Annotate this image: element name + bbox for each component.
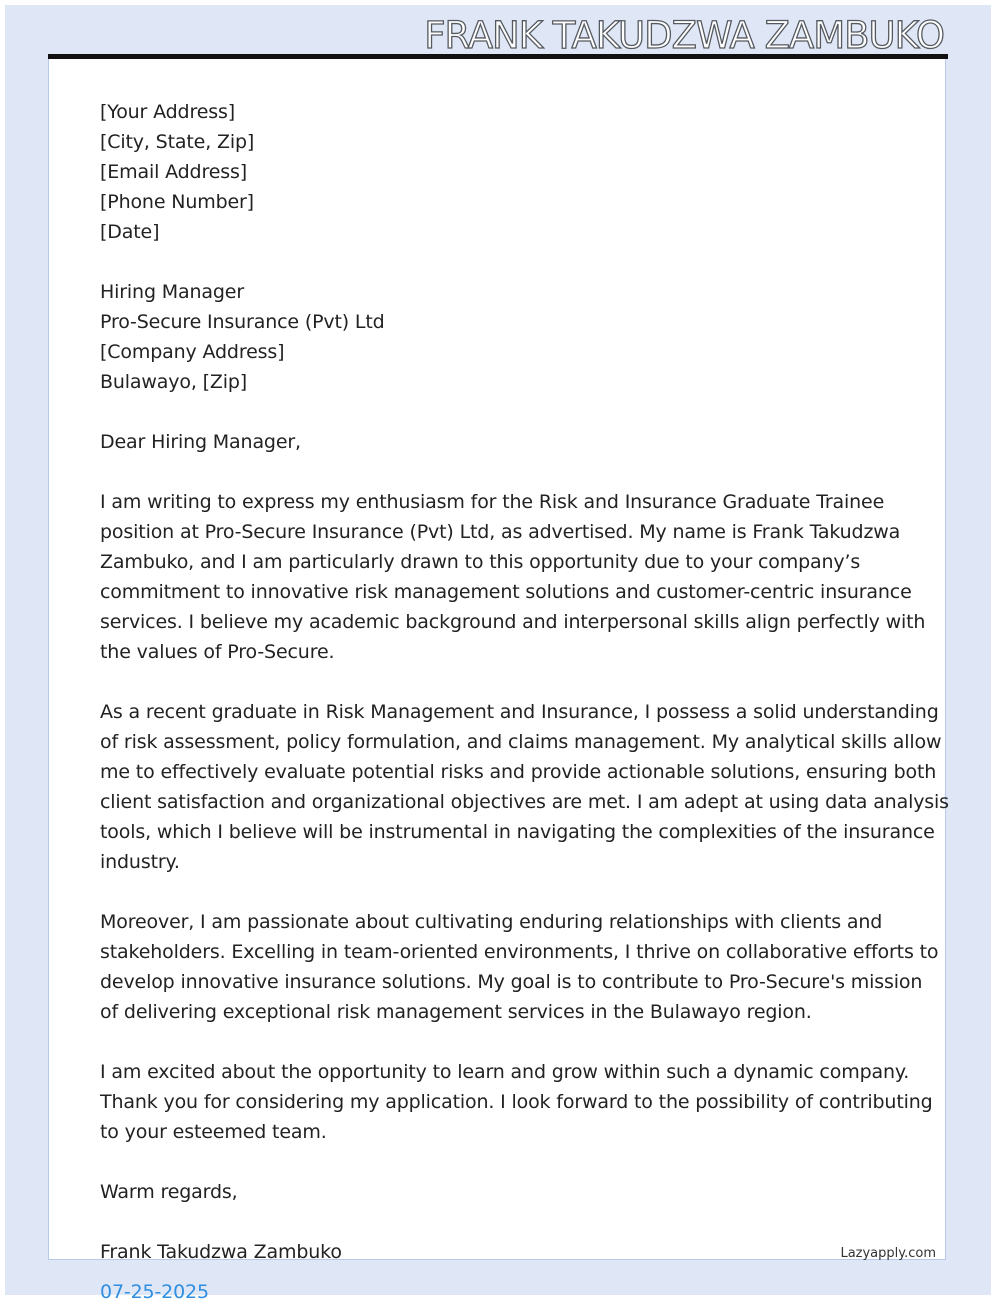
- paragraph-line: develop innovative insurance solutions. My goal is to contribute to Pro-Secure's mission: [100, 971, 923, 993]
- signature-date: 07-25-2025: [100, 1281, 209, 1303]
- closing: Warm regards,: [100, 1181, 238, 1203]
- paragraph-line: I am writing to express my enthusiasm for the Risk and Insurance Graduate Trainee: [100, 491, 885, 513]
- letter-body: [100, 97, 949, 1307]
- paragraph-line: Zambuko, and I am particularly drawn to this opportunity due to your company’s: [100, 551, 861, 573]
- paragraph-line: tools, which I believe will be instrumental in navigating the complexities of the insurance: [100, 821, 935, 843]
- paragraph-line: commitment to innovative risk management solutions and customer-centric insurance: [100, 581, 912, 603]
- sender-date: [Date]: [100, 221, 160, 243]
- sender-phone: [Phone Number]: [100, 191, 254, 213]
- spacer: [100, 877, 900, 907]
- paragraph-line: Moreover, I am passionate about cultivating enduring relationships with clients and: [100, 911, 883, 933]
- sender-block: [100, 97, 900, 247]
- paragraph-relationships: [100, 907, 939, 1027]
- paragraph-line: services. I believe my academic background and interpersonal skills align perfectly with: [100, 611, 926, 633]
- spacer: [100, 667, 900, 697]
- paragraph-line: As a recent graduate in Risk Management and Insurance, I possess a solid understanding: [100, 701, 939, 723]
- paragraph-line: of delivering exceptional risk management services in the Bulawayo region.: [100, 1001, 812, 1023]
- paragraph-line: of risk assessment, policy formulation, and claims management. My analytical skills allow: [100, 731, 942, 753]
- spacer: [100, 1207, 900, 1237]
- paragraph-qualifications: [100, 697, 949, 877]
- paragraph-line: client satisfaction and organizational objectives are met. I am adept at using data analysis: [100, 791, 949, 813]
- paragraph-line: industry.: [100, 851, 180, 873]
- salutation: Dear Hiring Manager,: [100, 431, 301, 453]
- recipient-address: [Company Address]: [100, 341, 285, 363]
- sender-email: [Email Address]: [100, 161, 247, 183]
- paragraph-line: Thank you for considering my application. I look forward to the possibility of contributing: [100, 1091, 933, 1113]
- paragraph-line: I am excited about the opportunity to learn and grow within such a dynamic company.: [100, 1061, 910, 1083]
- paragraph-line: the values of Pro-Secure.: [100, 641, 335, 663]
- paragraph-closing: [100, 1057, 933, 1147]
- spacer: [100, 1147, 900, 1177]
- spacer: [100, 247, 900, 277]
- spacer: [100, 1267, 900, 1277]
- header-name: FRANK TAKUDZWA ZAMBUKO: [424, 14, 944, 57]
- watermark: Lazyapply.com: [840, 1246, 936, 1261]
- paragraph-line: position at Pro-Secure Insurance (Pvt) Ltd, as advertised. My name is Frank Takudzwa: [100, 521, 901, 543]
- paragraph-line: me to effectively evaluate potential risks and provide actionable solutions, ensuring both: [100, 761, 937, 783]
- recipient-title: Hiring Manager: [100, 281, 244, 303]
- recipient-block: [100, 277, 900, 397]
- spacer: [100, 397, 900, 427]
- spacer: [100, 1027, 900, 1057]
- signature-name: Frank Takudzwa Zambuko: [100, 1241, 342, 1263]
- recipient-company: Pro-Secure Insurance (Pvt) Ltd: [100, 311, 385, 333]
- paragraph-line: stakeholders. Excelling in team-oriented environments, I thrive on collaborative efforts to: [100, 941, 939, 963]
- sender-city-state-zip: [City, State, Zip]: [100, 131, 255, 153]
- spacer: [100, 457, 900, 487]
- paragraph-line: to your esteemed team.: [100, 1121, 327, 1143]
- sender-address: [Your Address]: [100, 101, 235, 123]
- recipient-city-zip: Bulawayo, [Zip]: [100, 371, 248, 393]
- paragraph-intro: [100, 487, 926, 667]
